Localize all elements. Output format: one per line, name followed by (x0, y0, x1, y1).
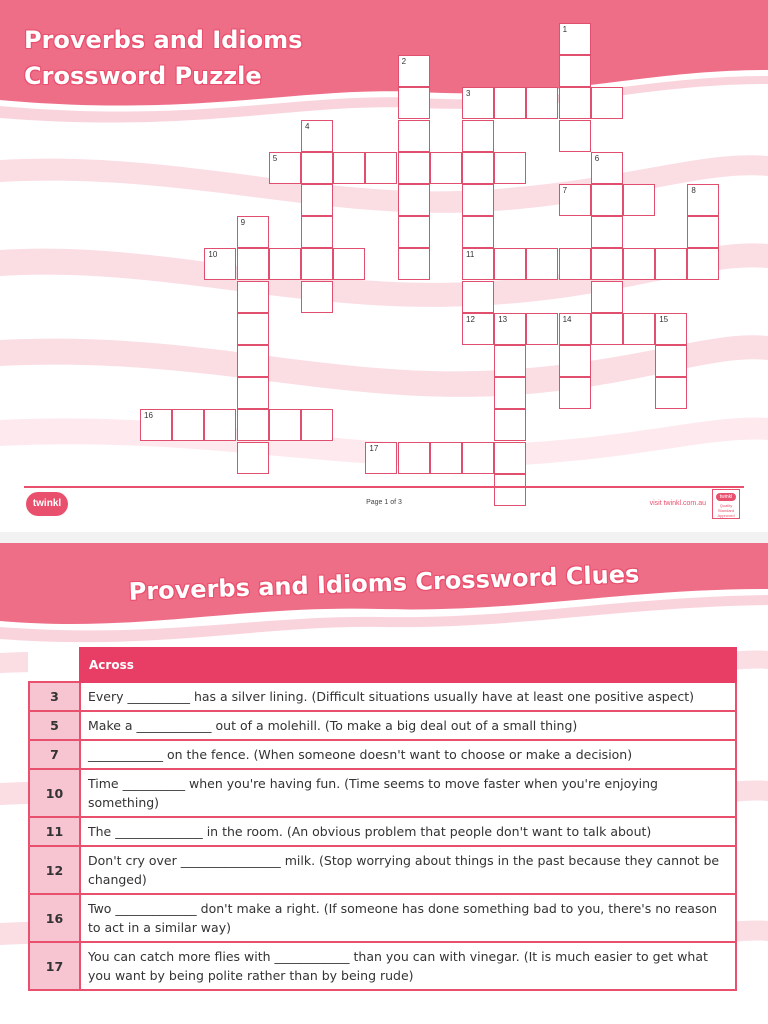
crossword-cell[interactable] (269, 409, 301, 441)
across-clues-table (28, 647, 737, 991)
crossword-cell[interactable] (526, 313, 558, 345)
crossword-cell[interactable] (559, 23, 591, 55)
clue-text: Every __________ has a silver lining. (Difficult situations usually have at least one positive aspect) (80, 682, 736, 711)
crossword-cell[interactable] (655, 313, 687, 345)
crossword-cell[interactable] (559, 184, 591, 216)
clue-row (29, 769, 736, 817)
clue-number-label: 5 (272, 153, 278, 163)
crossword-cell[interactable] (591, 87, 623, 119)
clue-number-label: 6 (594, 153, 600, 163)
clue-number: 3 (29, 682, 80, 711)
crossword-cell[interactable] (591, 216, 623, 248)
crossword-cell[interactable] (462, 184, 494, 216)
clue-number: 7 (29, 740, 80, 769)
badge-text: Quality Standard Approved (717, 503, 735, 518)
clue-text: Make a ____________ out of a molehill. (To make a big deal out of a small thing) (80, 711, 736, 740)
crossword-cell[interactable] (687, 184, 719, 216)
across-header: Across (80, 648, 736, 682)
clue-number-label: 8 (691, 186, 696, 195)
clue-number: 5 (29, 711, 80, 740)
crossword-cell[interactable] (204, 409, 236, 441)
clue-row (29, 846, 736, 894)
crossword-cell[interactable] (237, 313, 269, 345)
clue-number: 11 (29, 817, 80, 846)
crossword-cell[interactable] (623, 248, 655, 280)
clue-number-label: 12 (466, 314, 475, 324)
clue-number-label: 15 (659, 314, 669, 324)
clues-title: Proverbs and Idioms Crossword Clues (128, 560, 640, 606)
title-line-2: Crossword Puzzle (24, 62, 262, 90)
crossword-cell[interactable] (591, 152, 623, 184)
crossword-cell[interactable] (301, 216, 333, 248)
crossword-cell[interactable] (559, 377, 591, 409)
crossword-cell[interactable] (494, 345, 526, 377)
clue-text: The ______________ in the room. (An obvious problem that people don't want to talk about) (80, 817, 736, 846)
crossword-cell[interactable] (462, 442, 494, 474)
footer-divider (24, 486, 744, 488)
crossword-cell[interactable] (623, 313, 655, 345)
crossword-cell[interactable] (687, 216, 719, 248)
crossword-cell[interactable] (494, 409, 526, 441)
crossword-cell[interactable] (462, 216, 494, 248)
clue-row (29, 894, 736, 942)
crossword-cell[interactable] (301, 152, 333, 184)
crossword-cell[interactable] (462, 248, 494, 280)
crossword-cell[interactable] (494, 442, 526, 474)
badge-logo: twinkl (716, 493, 736, 501)
title-line-1: Proverbs and Idioms (24, 26, 303, 54)
crossword-cell[interactable] (237, 409, 269, 441)
crossword-cell[interactable] (398, 442, 430, 474)
clue-number-label: 17 (369, 443, 379, 453)
clue-text: You can catch more flies with ____________ than you can with vinegar. (It is much easier to get what you want by being polite rather than by being rude) (80, 942, 736, 990)
clue-number-label: 11 (466, 250, 475, 260)
crossword-cell[interactable] (237, 248, 269, 280)
crossword-cell[interactable] (430, 152, 462, 184)
crossword-cell[interactable] (462, 152, 494, 184)
crossword-cell[interactable] (494, 377, 526, 409)
clue-text: Two _____________ don't make a right. (If someone has done something bad to you, there's no reason to act in a similar way) (80, 894, 736, 942)
clue-number: 17 (29, 942, 80, 990)
crossword-cell[interactable] (591, 313, 623, 345)
crossword-cell[interactable] (591, 248, 623, 280)
crossword-cell[interactable] (559, 55, 591, 87)
clue-number-label: 2 (401, 57, 407, 67)
crossword-cell[interactable] (172, 409, 204, 441)
crossword-cell[interactable] (204, 248, 236, 280)
clue-row (29, 817, 736, 846)
crossword-cell[interactable] (398, 55, 430, 87)
clue-number: 10 (29, 769, 80, 817)
page-number: Page 1 of 3 (366, 499, 402, 506)
crossword-cell[interactable] (237, 345, 269, 377)
clue-number-label: 10 (208, 250, 218, 260)
crossword-cell[interactable] (398, 184, 430, 216)
crossword-cell[interactable] (559, 248, 591, 280)
crossword-cell[interactable] (655, 345, 687, 377)
crossword-cell[interactable] (140, 409, 172, 441)
crossword-cell[interactable] (269, 152, 301, 184)
crossword-cell[interactable] (623, 184, 655, 216)
crossword-cell[interactable] (462, 120, 494, 152)
clue-number-label: 7 (562, 186, 568, 195)
crossword-cell[interactable] (398, 248, 430, 280)
clue-number-label: 1 (562, 25, 568, 34)
crossword-cell[interactable] (526, 248, 558, 280)
crossword-cell[interactable] (398, 152, 430, 184)
crossword-cell[interactable] (237, 216, 269, 248)
crossword-cell[interactable] (333, 152, 365, 184)
clue-number: 16 (29, 894, 80, 942)
crossword-cell[interactable] (687, 248, 719, 280)
crossword-cell[interactable] (301, 409, 333, 441)
clue-row (29, 711, 736, 740)
clue-number: 12 (29, 846, 80, 894)
crossword-cell[interactable] (591, 184, 623, 216)
twinkl-logo: twinkl (26, 492, 68, 516)
crossword-cell[interactable] (559, 120, 591, 152)
puzzle-title (24, 22, 302, 94)
clue-text: ____________ on the fence. (When someone doesn't want to choose or make a decision) (80, 740, 736, 769)
crossword-cell[interactable] (398, 87, 430, 119)
crossword-cell[interactable] (365, 152, 397, 184)
crossword-cell[interactable] (559, 313, 591, 345)
crossword-cell[interactable] (462, 87, 494, 119)
crossword-cell[interactable] (559, 345, 591, 377)
clues-page (0, 543, 768, 1024)
crossword-cell[interactable] (655, 248, 687, 280)
crossword-cell[interactable] (365, 442, 397, 474)
quality-badge (712, 489, 740, 519)
crossword-cell[interactable] (430, 442, 462, 474)
clue-text: Time __________ when you're having fun. (Time seems to move faster when you're enjoying something) (80, 769, 736, 817)
crossword-cell[interactable] (301, 184, 333, 216)
clue-number-label: 13 (498, 314, 508, 324)
crossword-cell[interactable] (333, 248, 365, 280)
clue-number-label: 16 (144, 411, 153, 421)
site-link[interactable]: visit twinkl.com.au (649, 500, 706, 507)
clue-text: Don't cry over ________________ milk. (Stop worrying about things in the past because they cannot be changed) (80, 846, 736, 894)
clue-number-label: 3 (466, 89, 471, 99)
crossword-cell[interactable] (237, 281, 269, 313)
page-gap (0, 532, 768, 543)
crossword-cell[interactable] (494, 313, 526, 345)
crossword-cell[interactable] (301, 248, 333, 280)
crossword-cell[interactable] (494, 152, 526, 184)
crossword-cell[interactable] (269, 248, 301, 280)
crossword-cell[interactable] (591, 281, 623, 313)
crossword-cell[interactable] (462, 313, 494, 345)
clue-number-label: 14 (562, 314, 572, 324)
crossword-cell[interactable] (526, 87, 558, 119)
crossword-cell[interactable] (494, 87, 526, 119)
crossword-cell[interactable] (655, 377, 687, 409)
crossword-cell[interactable] (398, 216, 430, 248)
clue-row (29, 942, 736, 990)
header-spacer (29, 648, 80, 682)
clue-row (29, 740, 736, 769)
crossword-cell[interactable] (301, 281, 333, 313)
crossword-cell[interactable] (301, 120, 333, 152)
crossword-cell[interactable] (462, 281, 494, 313)
crossword-cell[interactable] (398, 120, 430, 152)
crossword-cell[interactable] (559, 87, 591, 119)
crossword-cell[interactable] (494, 248, 526, 280)
clue-number-label: 9 (240, 218, 246, 228)
crossword-cell[interactable] (237, 377, 269, 409)
clue-number-label: 4 (305, 121, 310, 131)
clue-row (29, 682, 736, 711)
crossword-cell[interactable] (237, 442, 269, 474)
